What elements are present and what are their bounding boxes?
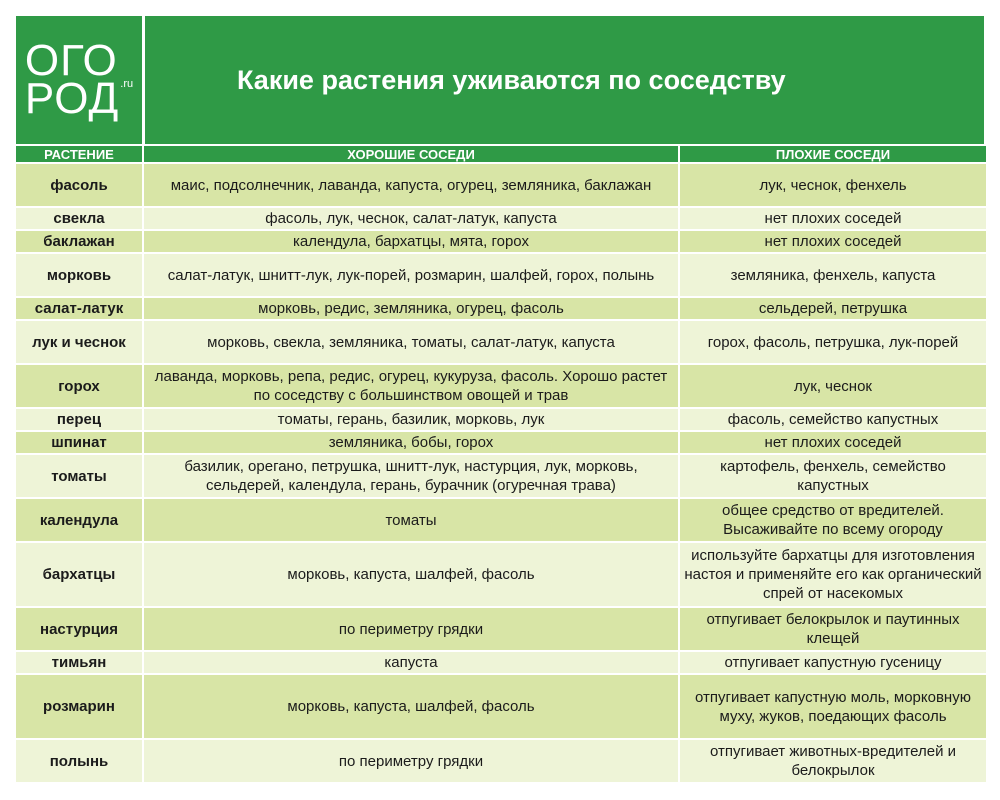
bad-neighbors-cell: лук, чеснок	[680, 365, 986, 407]
plant-cell: салат-латук	[16, 298, 142, 319]
table-row	[16, 608, 986, 650]
bad-neighbors-cell: фасоль, семейство капустных	[680, 409, 986, 430]
table-row	[16, 365, 986, 407]
bad-neighbors-cell: отпугивает капустную гусеницу	[680, 652, 986, 673]
good-neighbors-cell: календула, бархатцы, мята, горох	[144, 231, 678, 252]
bad-neighbors-cell: нет плохих соседей	[680, 432, 986, 453]
table-row	[16, 499, 986, 541]
header	[16, 16, 984, 144]
table-row	[16, 208, 986, 229]
good-neighbors-cell: по периметру грядки	[144, 740, 678, 782]
logo-line1: ОГО	[24, 36, 118, 86]
column-header-plant: РАСТЕНИЕ	[16, 146, 142, 162]
good-neighbors-cell: салат-латук, шнитт-лук, лук-порей, розмарин, шалфей, горох, полынь	[144, 254, 678, 296]
bad-neighbors-cell: лук, чеснок, фенхель	[680, 164, 986, 206]
table-row	[16, 298, 986, 319]
good-neighbors-cell: маис, подсолнечник, лаванда, капуста, огурец, земляника, баклажан	[144, 164, 678, 206]
bad-neighbors-cell: отпугивает белокрылок и паутинных клещей	[680, 608, 986, 650]
table-row	[16, 740, 986, 782]
neighbors-sheet	[16, 16, 984, 784]
plant-cell: свекла	[16, 208, 142, 229]
good-neighbors-cell: лаванда, морковь, репа, редис, огурец, кукуруза, фасоль. Хорошо растет по соседству с большинством овощей и трав	[144, 365, 678, 407]
logo-mark	[24, 36, 134, 123]
bad-neighbors-cell: отпугивает животных-вредителей и белокрылок	[680, 740, 986, 782]
table-row	[16, 231, 986, 252]
good-neighbors-cell: морковь, свекла, земляника, томаты, салат-латук, капуста	[144, 321, 678, 363]
plant-cell: фасоль	[16, 164, 142, 206]
page-title: Какие растения уживаются по соседству	[237, 64, 786, 95]
plant-cell: календула	[16, 499, 142, 541]
table-row	[16, 321, 986, 363]
good-neighbors-cell: по периметру грядки	[144, 608, 678, 650]
table-row	[16, 432, 986, 453]
bad-neighbors-cell: отпугивает капустную моль, морковную муху, жуков, поедающих фасоль	[680, 675, 986, 738]
logo-line2-wrap	[24, 74, 134, 123]
plant-cell: горох	[16, 365, 142, 407]
table-row	[16, 652, 986, 673]
logo	[16, 16, 142, 144]
plant-cell: шпинат	[16, 432, 142, 453]
title-box	[145, 16, 984, 144]
good-neighbors-cell: томаты, герань, базилик, морковь, лук	[144, 409, 678, 430]
good-neighbors-cell: томаты	[144, 499, 678, 541]
good-neighbors-cell: земляника, бобы, горох	[144, 432, 678, 453]
good-neighbors-cell: морковь, капуста, шалфей, фасоль	[144, 543, 678, 606]
good-neighbors-cell: морковь, капуста, шалфей, фасоль	[144, 675, 678, 738]
table-row	[16, 675, 986, 738]
plant-cell: перец	[16, 409, 142, 430]
plant-cell: полынь	[16, 740, 142, 782]
good-neighbors-cell: фасоль, лук, чеснок, салат-латук, капуста	[144, 208, 678, 229]
bad-neighbors-cell: нет плохих соседей	[680, 208, 986, 229]
logo-line2: РОД	[24, 74, 120, 123]
table-row	[16, 164, 986, 206]
good-neighbors-cell: морковь, редис, земляника, огурец, фасоль	[144, 298, 678, 319]
plant-cell: баклажан	[16, 231, 142, 252]
table-row	[16, 409, 986, 430]
column-header-good: ХОРОШИЕ СОСЕДИ	[144, 146, 678, 162]
bad-neighbors-cell: используйте бархатцы для изготовления настоя и применяйте его как органический спрей от насекомых	[680, 543, 986, 606]
table-row	[16, 254, 986, 296]
bad-neighbors-cell: горох, фасоль, петрушка, лук-порей	[680, 321, 986, 363]
good-neighbors-cell: базилик, орегано, петрушка, шнитт-лук, настурция, лук, морковь, сельдерей, календула, герань, бурачник (огуречная трава)	[144, 455, 678, 497]
plant-cell: тимьян	[16, 652, 142, 673]
bad-neighbors-cell: картофель, фенхель, семейство капустных	[680, 455, 986, 497]
logo-suffix: .ru	[120, 78, 134, 90]
plant-cell: морковь	[16, 254, 142, 296]
plant-cell: лук и чеснок	[16, 321, 142, 363]
table-header-row	[16, 146, 986, 162]
plant-cell: томаты	[16, 455, 142, 497]
bad-neighbors-cell: общее средство от вредителей. Высаживайте по всему огороду	[680, 499, 986, 541]
neighbors-table	[14, 144, 988, 784]
bad-neighbors-cell: сельдерей, петрушка	[680, 298, 986, 319]
column-header-bad: ПЛОХИЕ СОСЕДИ	[680, 146, 986, 162]
good-neighbors-cell: капуста	[144, 652, 678, 673]
plant-cell: настурция	[16, 608, 142, 650]
plant-cell: бархатцы	[16, 543, 142, 606]
plant-cell: розмарин	[16, 675, 142, 738]
bad-neighbors-cell: нет плохих соседей	[680, 231, 986, 252]
bad-neighbors-cell: земляника, фенхель, капуста	[680, 254, 986, 296]
table-row	[16, 543, 986, 606]
table-row	[16, 455, 986, 497]
